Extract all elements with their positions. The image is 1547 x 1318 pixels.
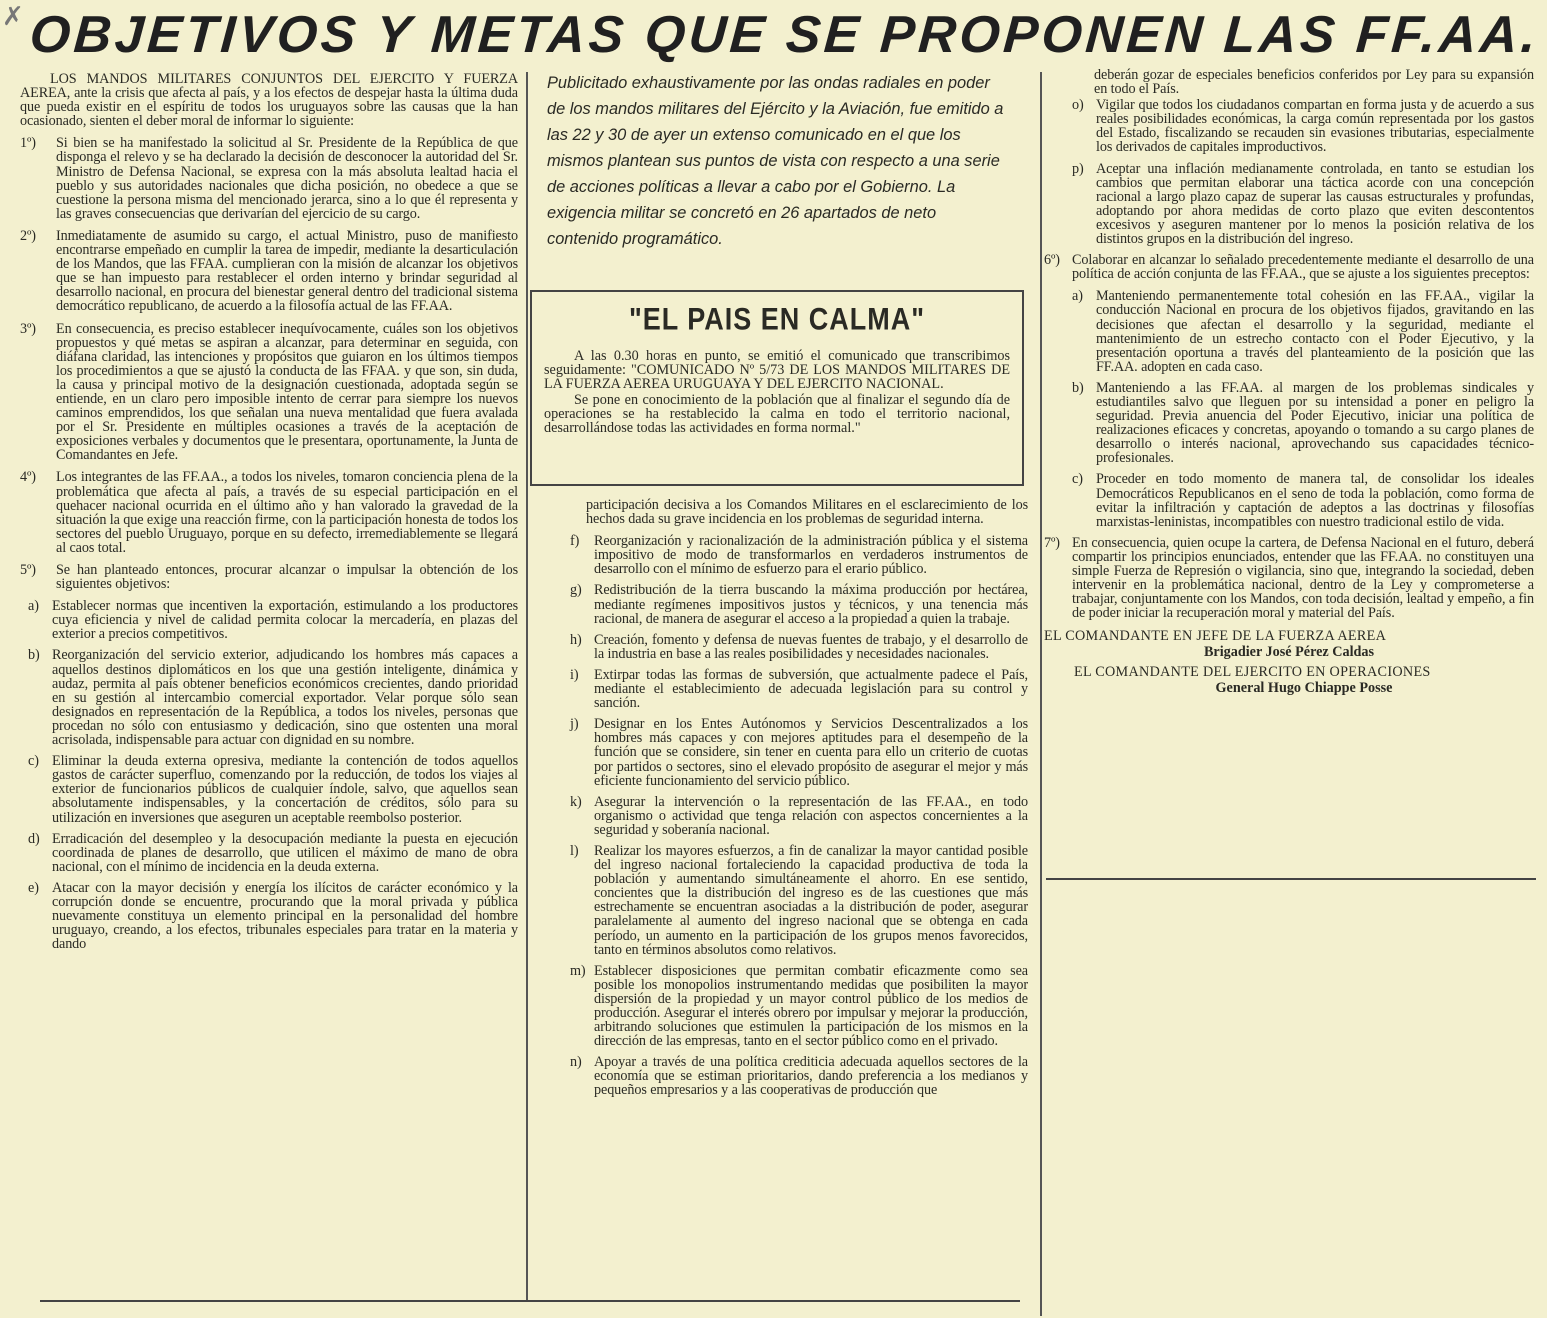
signature-name: Brigadier José Pérez Caldas bbox=[1203, 644, 1375, 661]
item-letter: c) bbox=[28, 753, 39, 770]
numbered-item bbox=[20, 229, 518, 314]
lettered-item bbox=[1064, 472, 1534, 528]
item-text: Designar en los Entes Autónomos y Servicios Descentralizados a los hombres más capaces y con mejores aptitudes para el desempeño de la función que se considere, sin tener en cuenta para ello un criterio de cuotas por partidos o sectores, sino el elevado propósito de asegurar el mejor y más eficiente funcionamiento del servicio público. bbox=[594, 716, 1028, 789]
item-text: Manteniendo a las FF.AA. al margen de los problemas sindicales y estudiantiles salvo que lleguen por su intensidad a poner en peligro la seguridad. Previa anuencia del Poder Ejecutivo, iniciar una política de realizaciones eficaces y concretas, apoyando o tomando a su cargo planes de desarrollo o interés nacional, aprovechando sus capacidades técnico-profesionales. bbox=[1096, 379, 1534, 467]
box-title: "EL PAIS EN CALMA" bbox=[628, 301, 926, 337]
item-letter: g) bbox=[570, 582, 582, 599]
lettered-item bbox=[562, 583, 1028, 625]
lettered-item bbox=[20, 832, 518, 874]
lettered-item bbox=[1064, 381, 1534, 466]
item-text: Aceptar una inflación medianamente controlada, en tanto se estudian los cambios que permitan elaborar una táctica acorde con una concepción racional a largo plazo capaz de superar las causas estructurales y profundas, adoptando por ahora medidas de corto plazo que eviten descontentos excesivos y aseguren mantener por lo menos la posición relativa de los distintos grupos en la distribución del ingreso. bbox=[1096, 160, 1534, 248]
lettered-item bbox=[562, 1055, 1028, 1097]
lettered-item bbox=[1064, 162, 1534, 247]
end-rule bbox=[1046, 878, 1536, 880]
item-text: En consecuencia, quien ocupe la cartera, de Defensa Nacional en el futuro, deberá compartir los principios enunciados, entender que las FF.AA. no constituyen una simple Fuerza de Represión o vigilancia, sino que, integrando la sociedad, deben intervenir en la problemática nacional, dentro de la Ley y comprometerse a trabajar, conjuntamente con los Mandos, con toda decisión, lealtad y empeño, a fin de poder iniciar la recuperación moral y material del País. bbox=[1072, 534, 1534, 622]
item-letter: l) bbox=[570, 842, 579, 859]
item-number: 4º) bbox=[20, 469, 36, 486]
item-number: 1º) bbox=[20, 135, 36, 152]
column-rule-1 bbox=[526, 72, 528, 1300]
signature-name: General Hugo Chiappe Posse bbox=[1215, 680, 1393, 697]
lettered-item bbox=[20, 599, 518, 641]
numbered-item bbox=[20, 136, 518, 221]
numbered-item bbox=[1044, 253, 1534, 281]
continuation-paragraph: participación decisiva a los Comandos Militares en el esclarecimiento de los hechos dada su grave incidencia en los problemas de seguridad interna. bbox=[586, 498, 1028, 528]
item-text: Asegurar la intervención o la representación de las FF.AA., en todo organismo o actividad que tenga relación con aspectos concernientes a la seguridad y soberanía nacional. bbox=[594, 793, 1028, 838]
item-text: Apoyar a través de una política crediticia adecuada aquellos sectores de la economía que se estiman prioritarios, dando preferencia a los medianos y pequeños empresarios y a las cooperativas de producción que bbox=[594, 1054, 1028, 1099]
numbered-item bbox=[20, 470, 518, 555]
signature-block-2 bbox=[1044, 664, 1534, 696]
item-letter: f) bbox=[570, 533, 580, 550]
signature-role: EL COMANDANTE DEL EJERCITO EN OPERACIONES bbox=[1074, 664, 1431, 681]
lettered-item bbox=[562, 964, 1028, 1049]
lettered-item bbox=[562, 633, 1028, 661]
item-text: Reorganización del servicio exterior, adjudicando los hombres más capaces a aquellos destinos diplomáticos en los que una gestión inteligente, dinámica y audaz, permita al país obtener beneficios económicos crecientes, dando prioridad en su gestión al intercambio comercial exportador. Velar porque sólo sean designados en representación de la República, a todos los niveles, personas que procedan no sólo con entusiasmo y dedicación, sino que ostenten una moral acrisolada, indispensable para actuar con dignidad en su nombre. bbox=[52, 647, 518, 749]
lettered-item bbox=[562, 717, 1028, 787]
item-text: Vigilar que todos los ciudadanos compartan en forma justa y de acuerdo a sus reales posibilidades económicas, la carga común representada por los gastos del Estado, fiscalizando se recauden sin evasiones tributarias, especialmente los derivados de capitales improductivos. bbox=[1096, 97, 1534, 156]
item-text: Erradicación del desempleo y la desocupación mediante la puesta en ejecución coordinada de planes de desarrollo, que utilicen el máximo de mano de obra nacional, con el mínimo de incidencia en la deuda externa. bbox=[52, 830, 518, 875]
item-text: Reorganización y racionalización de la administración pública y el sistema impositivo de modo de transformarlos en verdaderos instrumentos de desarrollo con el mínimo de esfuerzo para el erario público. bbox=[594, 533, 1028, 578]
item-letter: c) bbox=[1072, 471, 1083, 488]
item-text: Creación, fomento y defensa de nuevas fuentes de trabajo, y el desarrollo de la industria en base a las reales posibilidades y necesidades nacionales. bbox=[594, 631, 1028, 662]
numbered-item bbox=[1044, 536, 1534, 621]
item-letter: p) bbox=[1072, 160, 1084, 177]
numbered-item bbox=[20, 563, 518, 591]
item-number: 2º) bbox=[20, 227, 36, 244]
numbered-item bbox=[20, 322, 518, 463]
item-text: Inmediatamente de asumido su cargo, el actual Ministro, puso de manifiesto encontrarse empeñado en cumplir la tarea de impedir, mediante la desarticulación de los Mandos, que las FFAA. cumplieran con la misión de alcanzar los objetivos que se han impuesto para restablecer el orden interno y brindar seguridad al desarrollo nacional, en procura del bienestar general dentro del tradicional sistema democrático republicano, de acuerdo a la filosofía actual de las FF.AA. bbox=[56, 227, 518, 315]
item-letter: d) bbox=[28, 830, 40, 847]
item-text: Los integrantes de las FF.AA., a todos los niveles, tomaron conciencia plena de la problemática que afecta al país, a través de su especial participación en el quehacer nacional ocurrida en el último año y han valorado la gravedad de la situación la que exige una reacción firme, con la participación honesta de todos los sectores del pueblo Uruguayo, porque en su defecto, irremediablemente se llegará al caos total. bbox=[56, 469, 518, 556]
item-text: Establecer disposiciones que permitan combatir eficazmente como sea posible los monopolios instrumentando medidas que posibiliten la mayor dispersión de la propiedad y un mayor control público de los medios de producción. Asegurar el interés obrero por impulsar y mejorar la producción, arbitrando soluciones que estimulen la participación de los mismos en la dirección de las empresas, tanto en el sector público como en el privado. bbox=[594, 962, 1028, 1050]
pen-mark: ✗ bbox=[2, 2, 24, 32]
item-letter: j) bbox=[570, 716, 579, 733]
item-number: 3º) bbox=[20, 320, 36, 337]
item-letter: i) bbox=[570, 666, 579, 683]
item-text: Se han planteado entonces, procurar alcanzar o impulsar la obtención de los siguientes objetivos: bbox=[56, 562, 518, 593]
item-text: Atacar con la mayor decisión y energía los ilícitos de carácter económico y la corrupción donde se encuentre, procurando que la moral privada y pública nuevamente constituya un elemento principal en la personalidad del hombre uruguayo, creando, a los efectos, tribunales especiales para tratar en la materia y dando bbox=[52, 879, 518, 953]
headline: OBJETIVOS Y METAS QUE SE PROPONEN LAS FF.AA. bbox=[27, 6, 1542, 64]
item-letter: b) bbox=[28, 647, 40, 664]
lettered-item bbox=[1064, 289, 1534, 374]
item-number: 5º) bbox=[20, 562, 36, 578]
item-text: Proceder en todo momento de manera tal, de consolidar los ideales Democráticos Republicanos en el seno de toda la población, como forma de evitar la infiltración y captación de adeptos a las doctrinas y filosofías marxistas-leninistas, incompatibles con nuestro tradicional estilo de vida. bbox=[1096, 471, 1534, 530]
signature-block-1 bbox=[1044, 628, 1534, 660]
item-text: Establecer normas que incentiven la exportación, estimulando a los productores cuya eficiencia y nivel de calidad permita colocar la mercadería, en plazas del exterior a precios competitivos. bbox=[52, 598, 518, 643]
signature-role: EL COMANDANTE EN JEFE DE LA FUERZA AEREA bbox=[1044, 628, 1387, 645]
box-body bbox=[544, 349, 1010, 436]
item-letter: k) bbox=[570, 793, 582, 810]
item-text: Si bien se ha manifestado la solicitud al Sr. Presidente de la República de que disponga el relevo y se ha declarado la decisión de desconocer la autoridad del Sr. Ministro de Defensa Nacional, se expresa con la más absoluta lealtad hacia el pueblo y sus autoridades nacionales que dicha posición, no obedece a que se cuestione la persona misma del mencionado jerarca, sino a lo que él representa y las graves consecuencias que derivarían del ejercicio de su cargo. bbox=[56, 135, 518, 222]
column-3 bbox=[1044, 68, 1534, 878]
item-text: Colaborar en alcanzar lo señalado precedentemente mediante el desarrollo de una política de acción conjunta de las FF.AA., que se ajuste a los siguientes preceptos: bbox=[1072, 252, 1534, 283]
item-letter: b) bbox=[1072, 379, 1084, 396]
box-paragraph: Se pone en conocimiento de la población que al finalizar el segundo día de operaciones se ha restablecido la calma en todo el territorio nacional, desarrollándose todas las actividades en forma normal." bbox=[544, 392, 1010, 437]
item-letter: n) bbox=[570, 1054, 582, 1071]
continuation-paragraph: deberán gozar de especiales beneficios conferidos por Ley para su expansión en todo el País. bbox=[1094, 68, 1534, 98]
lettered-item bbox=[562, 795, 1028, 837]
item-letter: m) bbox=[570, 962, 586, 979]
item-text: Eliminar la deuda externa opresiva, mediante la contención de todos aquellos gastos de carácter superfluo, comenzando por la reducción, de todos los viajes al exterior de funcionarios públicos de cualquier índole, salvo, que aquellos sean absolutamente indispensables, y la concertación de créditos, sólo para su utilización en inversiones que aseguren un aceptable reembolso posterior. bbox=[52, 753, 518, 826]
item-number: 6º) bbox=[1044, 252, 1060, 269]
box-paragraph: A las 0.30 horas en punto, se emitió el comunicado que transcribimos seguidamente: "COMUNICADO Nº 5/73 DE LOS MANDOS MILITARES DE LA FUERZA AEREA URUGUAYA Y DEL EJERCITO NACIONAL. bbox=[544, 348, 1010, 393]
item-text: Manteniendo permanentemente total cohesión en las FF.AA., vigilar la conducción Nacional en procura de los objetivos fijados, gravitando en las decisiones que afectan el desarrollo y la seguridad, mediante el mantenimiento de un estrecho contacto con el Poder Ejecutivo, y la presentación oportuna a través del planteamiento de la posición que las FF.AA. adopten en cada caso. bbox=[1096, 288, 1534, 375]
column-2 bbox=[562, 498, 1028, 1288]
item-letter: a) bbox=[28, 598, 39, 615]
lettered-item bbox=[562, 844, 1028, 957]
item-letter: e) bbox=[28, 879, 39, 896]
item-letter: o) bbox=[1072, 97, 1084, 114]
lead-paragraph: LOS MANDOS MILITARES CONJUNTOS DEL EJERCITO Y FUERZA AEREA, ante la crisis que afecta al país, y a los efectos de despejar hasta la última duda que pueda existir en el espíritu de todos los uruguayos sobre las causas que la han ocasionado, sienten el deber moral de informar lo siguiente: bbox=[20, 72, 518, 130]
column-1 bbox=[20, 72, 518, 1298]
bottom-rule bbox=[40, 1300, 1020, 1302]
item-text: Extirpar todas las formas de subversión, que actualmente padece el País, mediante el establecimiento de adecuada legislación para su control y sanción. bbox=[594, 666, 1028, 712]
el-pais-en-calma-box bbox=[530, 290, 1024, 486]
lettered-item bbox=[1064, 98, 1534, 154]
intro-summary: Publicitado exhaustivamente por las ondas radiales en poder de los mandos militares del Ejército y la Aviación, fue emitido a las 22 y 30 de ayer un extenso comunicado en el que los mismos plantean sus puntos de vista con respecto a una serie de acciones políticas a llevar a cabo por el Gobierno. La exigencia militar se concretó en 26 apartados de neto contenido programático. bbox=[547, 74, 1004, 248]
lettered-item bbox=[20, 754, 518, 824]
item-text: Realizar los mayores esfuerzos, a fin de canalizar la mayor cantidad posible del ingreso nacional fortaleciendo la capacidad productiva de toda la población y aumentando simultáneamente el ahorro. En ese sentido, concientes que la distribución del ingreso es de las cuestiones que más estrechamente se encuentran asociadas a la distribución de poder, asegurar paralelamente al aumento del ingreso nacional que se obtenga en cada período, un aumento en la participación de los grupos menos favorecidos, tanto en términos absolutos como relativos. bbox=[594, 842, 1028, 958]
lettered-item bbox=[562, 668, 1028, 710]
item-text: Redistribución de la tierra buscando la máxima producción por hectárea, mediante regímenes impositivos justos y técnicos, y una tenencia más racional, de manera de asegurar el acceso a la propiedad a quien la trabaje. bbox=[594, 582, 1028, 627]
lettered-item bbox=[20, 881, 518, 951]
item-letter: h) bbox=[570, 631, 582, 648]
item-number: 7º) bbox=[1044, 534, 1060, 551]
item-text: En consecuencia, es preciso establecer inequívocamente, cuáles son los objetivos propuestos y qué metas se aspiran a alcanzar, para determinar en seguida, con diáfana claridad, las intenciones y propósitos que guiaron en los últimos tiempos los procedimientos a que se ajustó la conducta de las FFAA. y que son, sin duda, la causa y principal motivo de la designación cuestionada, adoptada según se entiende, en un claro pero imposible intento de cerrar para siempre los nuevos caminos emprendidos, los que señalan una nueva mentalidad que fuera avalada por el Sr. Presidente en múltiples ocasiones a través de la aceptación de exposiciones verbales y documentos que le presentara, oportunamente, la Junta de Comandantes en Jefe. bbox=[56, 320, 518, 464]
item-letter: a) bbox=[1072, 288, 1083, 305]
lettered-item bbox=[20, 648, 518, 747]
lettered-item bbox=[562, 534, 1028, 576]
column-rule-2 bbox=[1040, 72, 1042, 1316]
